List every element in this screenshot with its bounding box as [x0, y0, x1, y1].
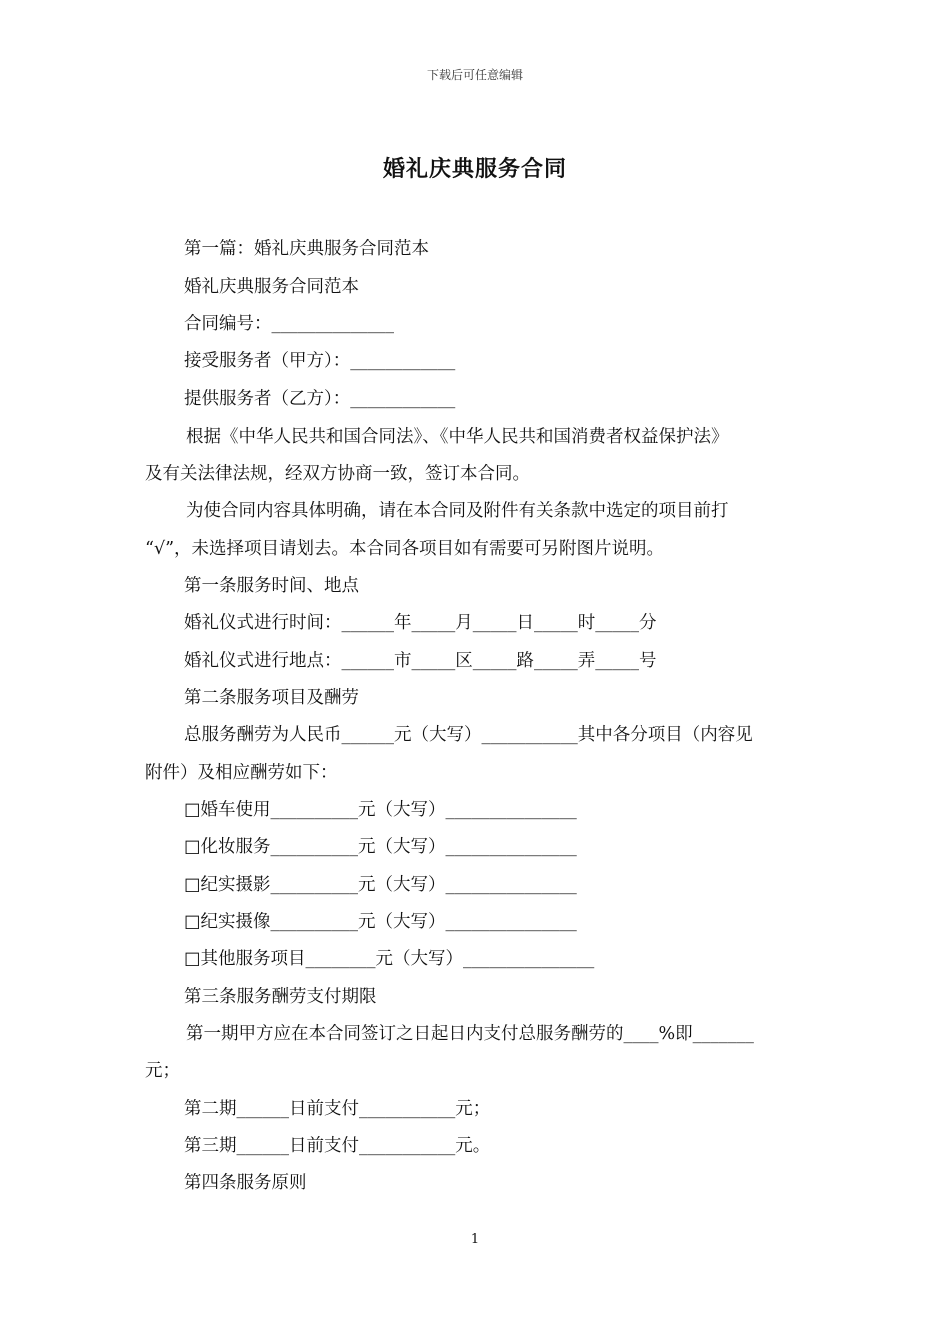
service-item-photography: □纪实摄影__________元（大写）_______________ — [184, 875, 577, 895]
total-fee-line2: 附件）及相应酬劳如下： — [145, 763, 338, 783]
service-item-makeup: □化妆服务__________元（大写）_______________ — [184, 837, 577, 857]
header-note: 下载后可任意编辑 — [426, 68, 523, 82]
party-b-field: 提供服务者（乙方）：____________ — [184, 389, 456, 409]
third-payment-line: 第三期______日前支付___________元。 — [184, 1136, 491, 1156]
total-fee-line1: 总服务酬劳为人民币______元（大写）___________其中各分项目（内容见 — [184, 725, 753, 745]
service-item-videography: □纪实摄像__________元（大写）_______________ — [184, 912, 577, 932]
second-payment-line: 第二期______日前支付___________元； — [184, 1099, 491, 1119]
contract-number-field: 合同编号：______________ — [184, 314, 394, 334]
first-payment-line2: 元； — [145, 1061, 180, 1081]
article-four-heading: 第四条服务原则 — [184, 1173, 307, 1193]
party-a-field: 接受服务者（甲方）：____________ — [184, 351, 456, 371]
legal-basis-paragraph-line2: 及有关法律法规，经双方协商一致，签订本合同。 — [145, 464, 530, 484]
document-title: 婚礼庆典服务合同 — [382, 156, 567, 182]
instruction-paragraph-line1: 为使合同内容具体明确，请在本合同及附件有关条款中选定的项目前打 — [186, 501, 729, 521]
ceremony-location-field: 婚礼仪式进行地点：______市_____区_____路_____弄_____号 — [184, 651, 657, 671]
service-item-wedding-car: □婚车使用__________元（大写）_______________ — [184, 800, 577, 820]
part-one-heading: 第一篇：婚礼庆典服务合同范本 — [184, 239, 429, 259]
legal-basis-paragraph-line1: 根据《中华人民共和国合同法》、《中华人民共和国消费者权益保护法》 — [186, 427, 729, 447]
article-three-heading: 第三条服务酬劳支付期限 — [184, 987, 377, 1007]
page-number: 1 — [470, 1232, 480, 1247]
ceremony-time-field: 婚礼仪式进行时间：______年_____月_____日_____时_____分 — [184, 613, 657, 633]
template-subtitle: 婚礼庆典服务合同范本 — [184, 277, 359, 297]
first-payment-line1: 第一期甲方应在本合同签订之日起日内支付总服务酬劳的____%即_______ — [186, 1024, 754, 1044]
article-two-heading: 第二条服务项目及酬劳 — [184, 688, 359, 708]
article-one-heading: 第一条服务时间、地点 — [184, 576, 359, 596]
instruction-paragraph-line2: “√”，未选择项目请划去。本合同各项目如有需要可另附图片说明。 — [145, 539, 665, 559]
service-item-other: □其他服务项目________元（大写）_______________ — [184, 949, 595, 969]
